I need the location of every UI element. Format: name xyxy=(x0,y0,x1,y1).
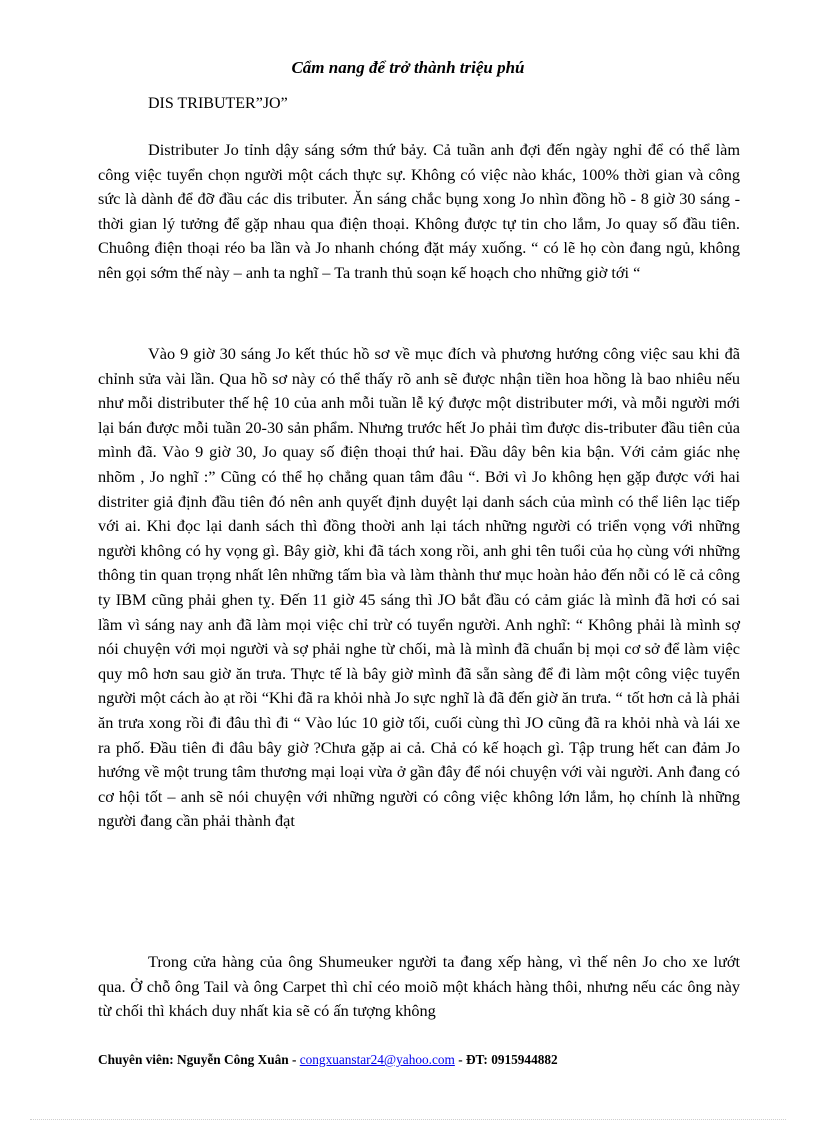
paragraph-3: Trong cửa hàng của ông Shumeuker người ta đang xếp hàng, vì thế nên Jo cho xe lướt qua. Ở chỗ ông Tail và ông Carpet thì chỉ céo moiõ một khách hàng thôi, nhưng nếu các ông này từ chối thì khách duy nhất kia sẽ có ấn tượng không xyxy=(98,952,740,1021)
footer-email-link[interactable]: congxuanstar24@yahoo.com xyxy=(299,1052,455,1067)
footer-phone: - ĐT: 0915944882 xyxy=(454,1052,558,1067)
document-subtitle: DIS TRIBUTER”JO” xyxy=(148,95,288,112)
page-bottom-divider xyxy=(30,1119,786,1120)
paragraph-2: Vào 9 giờ 30 sáng Jo kết thúc hồ sơ về mục đích và phương hướng công việc sau khi đã chỉnh sửa vài lần. Qua hồ sơ này có thể thấy rõ anh sẽ được nhận tiền hoa hồng là bao nhiêu nếu như mỗi distributer thế hệ 10 của anh mỗi tuần lễ ký được một distributer mới, và mỗi người mới lại bán được mỗi tuần 20-30 sản phẩm. Nhưng trước hết Jo phải tìm được dis-tributer đầu tiên của mình đã. Vào 9 giờ 30, Jo quay số điện thoại thứ hai. Đầu dây bên kia bận. Với cảm giác nhẹ nhõm , Jo nghĩ :” Cũng có thể họ chẳng quan tâm đâu “. Bởi vì Jo không hẹn gặp được với hai distriter giả định đầu tiên đó nên anh quyết định duyệt lại danh sách của mình có thể liên lạc tiếp với ai. Khi đọc lại danh sách thì đồng thoời anh lại tách những người có triển vọng với những người không có hy vọng gì. Bây giờ, khi đã tách xong rồi, anh ghi tên tuổi của họ cùng với những thông tin quan trọng nhất lên những tấm bìa và làm thành thư mục hoàn hảo đến nỗi có lẽ cả công ty IBM cũng phải ghen tỵ. Đến 11 giờ 45 sáng thì JO bắt đầu có cảm giác là mình đã hơi có sai lầm vì sáng nay anh đã làm mọi việc chỉ trừ có tuyển người. Anh nghĩ: “ Không phải là mình sợ nói chuyện với mọi người và sợ phải nghe từ chối, mà là mình đã chuẩn bị mọi cơ sở để làm việc quy mô hơn sau giờ ăn trưa. Thực tế là bây giờ mình đã sẵn sàng để đi làm một công việc tuyển người một cách ào ạt rồi “Khi đã ra khỏi nhà Jo sực nghĩ là đã đến giờ ăn trưa. “ tốt hơn cả là phải ăn trưa xong rồi đi đâu thì đi “ Vào lúc 10 giờ tối, cuối cùng thì JO cũng đã ra khỏi nhà và lái xe ra phố. Đầu tiên đi đâu bây giờ ?Chưa gặp ai cả. Chả có kế hoạch gì. Tập trung hết can đảm Jo hướng về một trung tâm thương mại loại vừa ở gần đây để nói chuyện với vài người. Anh đang có cơ hội tốt – anh sẽ nói chuyện với những người có công việc không lớn lắm, họ chính là những người đang cần phải thành đạt xyxy=(98,344,740,831)
document-title: Cẩm nang để trở thành triệu phú xyxy=(291,58,525,77)
paragraph-1: Distributer Jo tỉnh dậy sáng sớm thứ bảy. Cả tuần anh đợi đến ngày nghỉ để có thể làm công việc tuyển chọn người một cách thực sự. Không có việc nào khác, 100% thời gian và công sức là dành để đỡ đầu các dis tributer. Ăn sáng chắc bụng xong Jo nhìn đồng hồ - 8 giờ 30 sáng - thời gian lý tưởng để gặp nhau qua điện thoại. Không được tự tin cho lắm, Jo quay số đầu tiên. Chuông điện thoại réo ba lần và Jo nhanh chóng đặt máy xuống. “ có lẽ họ còn đang ngủ, không nên gọi sớm thế này – anh ta nghĩ – Ta tranh thủ soạn kế hoạch cho những giờ tới “ xyxy=(98,140,740,282)
footer-author: Chuyên viên: Nguyễn Công Xuân - xyxy=(98,1052,300,1067)
page-footer xyxy=(98,1052,558,1068)
